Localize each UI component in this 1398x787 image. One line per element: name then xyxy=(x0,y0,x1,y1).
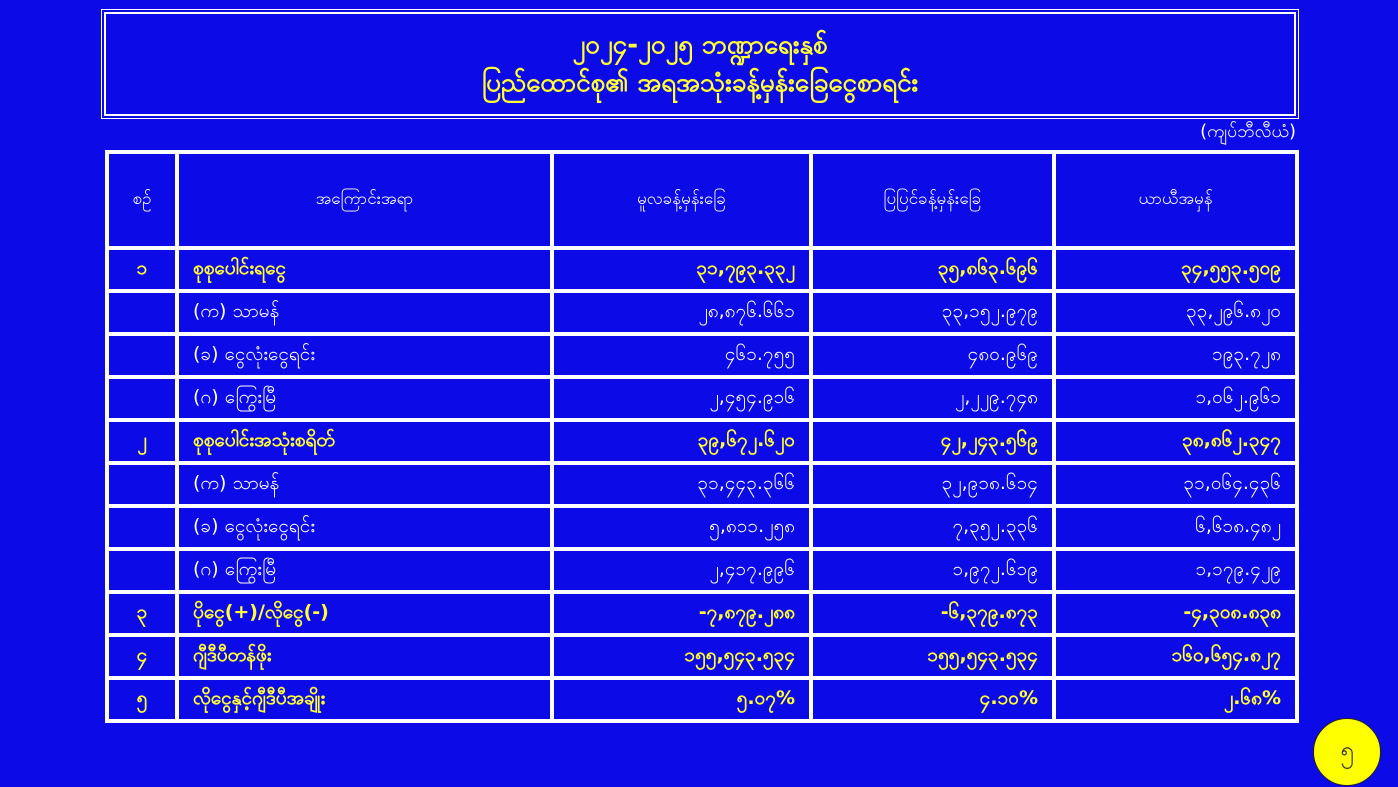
header-revised-estimate: ပြပြင်ခန့်မှန်းခြေ xyxy=(811,152,1054,248)
item-cell: စုစုပေါင်းအသုံးစရိတ် xyxy=(177,420,552,463)
revised-cell: ၃၃,၁၅၂.၉၇၉ xyxy=(811,291,1054,334)
budget-table xyxy=(105,150,1299,723)
table-row xyxy=(107,334,1297,377)
provisional-cell: ၃၁,၀၆၄.၄၃၆ xyxy=(1054,463,1297,506)
table-row xyxy=(107,377,1297,420)
serial-cell xyxy=(107,291,177,334)
item-cell: (ခ) ငွေလုံးငွေရင်း xyxy=(177,506,552,549)
item-cell: (ခ) ငွေလုံးငွေရင်း xyxy=(177,334,552,377)
item-cell: ဂျီဒီပီတန်ဖိုး xyxy=(177,635,552,678)
revised-cell: ၃၅,၈၆၃.၆၉၆ xyxy=(811,248,1054,291)
serial-cell: ၅ xyxy=(107,678,177,721)
provisional-cell: ၂.၆၈% xyxy=(1054,678,1297,721)
header-provisional-actual: ယာယီအမှန် xyxy=(1054,152,1297,248)
serial-cell: ၃ xyxy=(107,592,177,635)
provisional-cell: ၃၃,၂၉၆.၈၂၀ xyxy=(1054,291,1297,334)
header-serial: စဉ် xyxy=(107,152,177,248)
provisional-cell: ၃၈,၈၆၂.၃၄၇ xyxy=(1054,420,1297,463)
table-row xyxy=(107,291,1297,334)
item-cell: (က) သာမန် xyxy=(177,463,552,506)
original-cell: ၃၁,၄၄၃.၃၆၆ xyxy=(552,463,811,506)
item-cell: (ဂ) ကြွေးမြီ xyxy=(177,549,552,592)
table-body xyxy=(107,248,1297,721)
page-number: ၅ xyxy=(1340,736,1354,764)
serial-cell xyxy=(107,506,177,549)
revised-cell: ၃၂,၉၁၈.၆၁၄ xyxy=(811,463,1054,506)
original-cell: ၅,၈၁၁.၂၅၈ xyxy=(552,506,811,549)
table-row xyxy=(107,678,1297,721)
original-cell: -၇,၈၇၉.၂၈၈ xyxy=(552,592,811,635)
serial-cell: ၄ xyxy=(107,635,177,678)
original-cell: ၂,၄၅၄.၉၁၆ xyxy=(552,377,811,420)
original-cell: ၂,၄၁၇.၉၉၆ xyxy=(552,549,811,592)
provisional-cell: ၁၆၀,၆၅၄.၈၂၇ xyxy=(1054,635,1297,678)
revised-cell: ၂,၂၂၉.၇၄၈ xyxy=(811,377,1054,420)
item-cell: (က) သာမန် xyxy=(177,291,552,334)
original-cell: ၂၈,၈၇၆.၆၆၁ xyxy=(552,291,811,334)
table-row xyxy=(107,463,1297,506)
original-cell: ၅.၀၇% xyxy=(552,678,811,721)
provisional-cell: -၄,၃၀၈.၈၃၈ xyxy=(1054,592,1297,635)
header-original-estimate: မူလခန့်မှန်းခြေ xyxy=(552,152,811,248)
serial-cell xyxy=(107,463,177,506)
provisional-cell: ၆,၆၁၈.၄၈၂ xyxy=(1054,506,1297,549)
serial-cell: ၁ xyxy=(107,248,177,291)
revised-cell: -၆,၃၇၉.၈၇၃ xyxy=(811,592,1054,635)
title-line-1: ၂၀၂၄-၂၀၂၅ ဘဏ္ဍာရေးနှစ် xyxy=(572,30,828,60)
serial-cell xyxy=(107,549,177,592)
serial-cell xyxy=(107,334,177,377)
original-cell: ၃၁,၇၉၃.၃၃၂ xyxy=(552,248,811,291)
table-row xyxy=(107,635,1297,678)
item-cell: (ဂ) ကြွေးမြီ xyxy=(177,377,552,420)
original-cell: ၄၆၁.၇၅၅ xyxy=(552,334,811,377)
revised-cell: ၄၈၀.၉၆၉ xyxy=(811,334,1054,377)
item-cell: စုစုပေါင်းရငွေ xyxy=(177,248,552,291)
provisional-cell: ၁,၀၆၂.၉၆၁ xyxy=(1054,377,1297,420)
table-row xyxy=(107,420,1297,463)
revised-cell: ၁၅၅,၅၄၃.၅၃၄ xyxy=(811,635,1054,678)
table-row xyxy=(107,592,1297,635)
serial-cell: ၂ xyxy=(107,420,177,463)
provisional-cell: ၃၄,၅၅၃.၅၀၉ xyxy=(1054,248,1297,291)
serial-cell xyxy=(107,377,177,420)
provisional-cell: ၁၉၃.၇၂၈ xyxy=(1054,334,1297,377)
page-number-badge xyxy=(1313,718,1381,786)
revised-cell: ၁,၉၇၂.၆၁၉ xyxy=(811,549,1054,592)
provisional-cell: ၁,၁၇၉.၄၂၉ xyxy=(1054,549,1297,592)
item-cell: ပိုငွေ(+)/လိုငွေ(-) xyxy=(177,592,552,635)
unit-label: (ကျပ်ဘီလီယံ) xyxy=(1200,121,1296,142)
table-row xyxy=(107,549,1297,592)
revised-cell: ၄.၁၀% xyxy=(811,678,1054,721)
table-row xyxy=(107,248,1297,291)
table-row xyxy=(107,506,1297,549)
table-header-row xyxy=(107,152,1297,248)
original-cell: ၃၉,၆၇၂.၆၂၀ xyxy=(552,420,811,463)
title-box xyxy=(104,12,1296,116)
original-cell: ၁၅၅,၅၄၃.၅၃၄ xyxy=(552,635,811,678)
revised-cell: ၇,၃၅၂.၃၃၆ xyxy=(811,506,1054,549)
revised-cell: ၄၂,၂၄၃.၅၆၉ xyxy=(811,420,1054,463)
item-cell: လိုငွေနှင့်ဂျီဒီပီအချိုး xyxy=(177,678,552,721)
header-item: အကြောင်းအရာ xyxy=(177,152,552,248)
title-line-2: ပြည်ထောင်စု၏ အရအသုံးခန့်မှန်းခြေငွေစာရင်း xyxy=(481,68,919,98)
